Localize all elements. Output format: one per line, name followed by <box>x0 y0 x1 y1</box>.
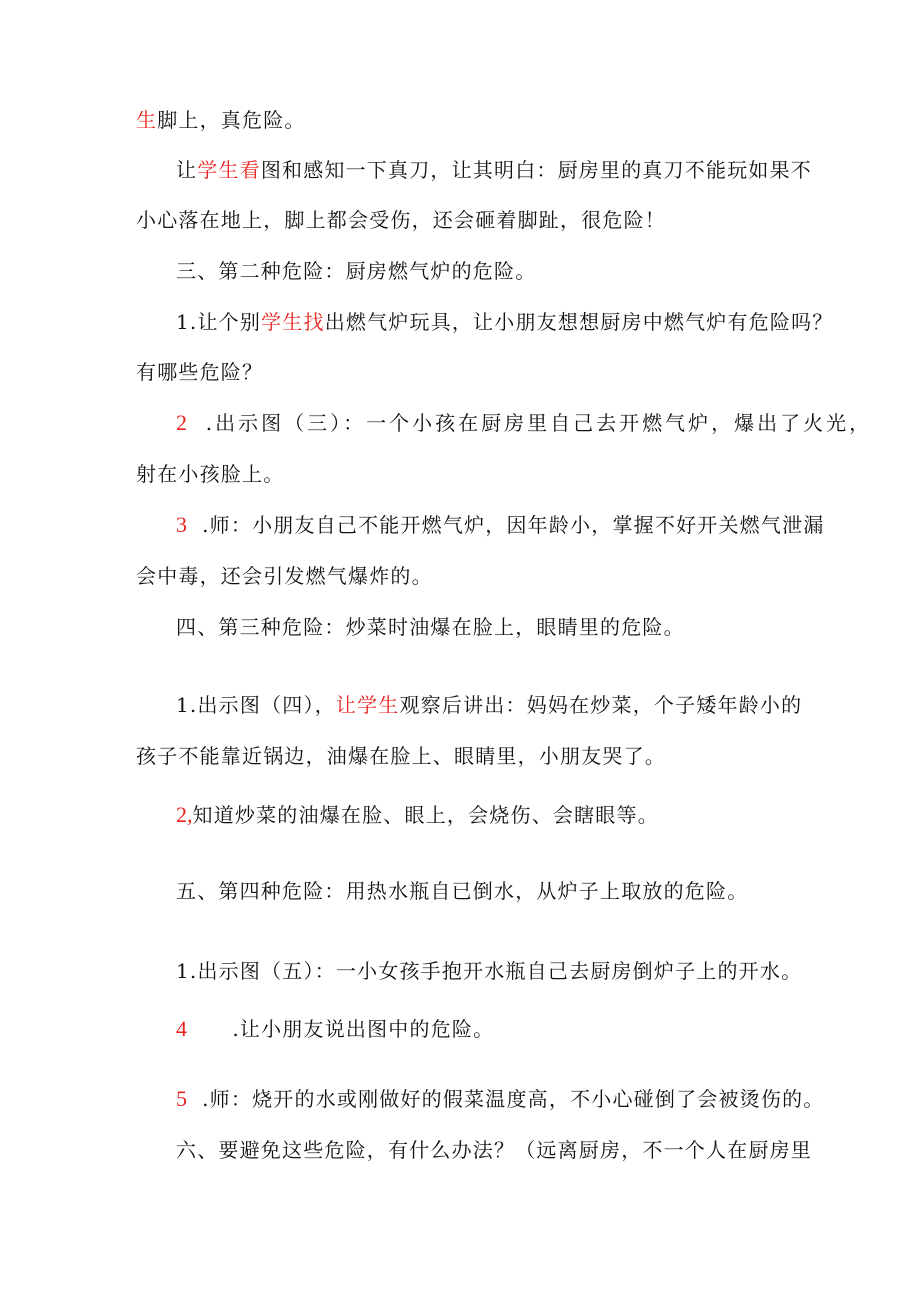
text-line-2 <box>176 158 812 182</box>
text-segment: 小心落在地上，脚上都会受伤，还会砸着脚趾，很危险！ <box>136 208 666 232</box>
highlighted-text: 3 <box>176 512 187 537</box>
text-segment: .让小朋友说出图中的危险。 <box>187 1017 495 1041</box>
text-segment: 1.出示图（五）：一小女孩手抱开水瓶自己去厨房倒炉子上的开水。 <box>176 959 803 983</box>
text-segment: 脚上，真危险。 <box>157 108 306 132</box>
text-segment: .出示图（三）：一个小孩在厨房里自己去开燃气炉，爆出了火光， <box>187 411 873 435</box>
text-segment: 图和感知一下真刀，让其明白：厨房里的真刀不能玩如果不 <box>260 158 813 182</box>
text-segment: 孩子不能靠近锅边，油爆在脸上、眼睛里，小朋友哭了。 <box>136 744 666 768</box>
text-segment: .师：烧开的水或刚做好的假菜温度高，不小心碰倒了会被烫伤的。 <box>187 1087 825 1111</box>
text-line-1 <box>136 108 306 132</box>
text-line-19 <box>176 1138 812 1162</box>
text-segment: 1.出示图（四）， <box>176 693 336 717</box>
text-segment: 五、第四种危险：用热水瓶自已倒水，从炉子上取放的危险。 <box>176 879 749 903</box>
text-line-10 <box>136 564 433 588</box>
text-segment: 三、第二种危险：厨房燃气炉的危险。 <box>176 259 537 283</box>
text-segment: 出燃气炉玩具，让小朋友想想厨房中燃气炉有危险吗？ <box>324 310 834 334</box>
text-segment: 会中毒，还会引发燃气爆炸的。 <box>136 564 433 588</box>
highlighted-text: 2, <box>176 802 193 827</box>
text-line-4 <box>176 259 536 283</box>
text-line-9 <box>176 513 824 537</box>
highlighted-text: 生 <box>136 108 158 132</box>
text-segment: 1.让个别 <box>176 310 262 334</box>
highlighted-text: 5 <box>176 1086 187 1111</box>
highlighted-text: 4 <box>176 1016 187 1041</box>
text-line-15 <box>176 879 748 903</box>
text-line-8 <box>136 462 284 486</box>
text-line-7 <box>176 411 872 435</box>
text-segment: 知道炒菜的油爆在脸、眼上，会烧伤、会瞎眼等。 <box>192 803 659 827</box>
text-line-14 <box>176 803 659 827</box>
highlighted-text: 2 <box>176 410 187 435</box>
text-line-11 <box>176 615 685 639</box>
text-segment: .师：小朋友自己不能开燃气炉，因年龄小，掌握不好开关燃气泄漏 <box>187 513 825 537</box>
text-line-16 <box>176 959 802 983</box>
text-line-3 <box>136 208 666 232</box>
highlighted-text: 学生找 <box>261 310 325 334</box>
text-line-5 <box>176 310 834 334</box>
text-line-18 <box>176 1087 824 1111</box>
text-segment: 六、要避免这些危险，有什么办法？（远离厨房，不一个人在厨房里 <box>176 1138 812 1162</box>
highlighted-text: 学生看 <box>197 158 261 182</box>
text-segment: 四、第三种危险：炒菜时油爆在脸上，眼睛里的危险。 <box>176 615 685 639</box>
text-segment: 有哪些危险？ <box>136 360 264 384</box>
text-segment: 观察后讲出：妈妈在炒菜，个子矮年龄小的 <box>399 693 803 717</box>
text-line-13 <box>136 744 666 768</box>
text-line-17 <box>176 1017 494 1041</box>
text-line-6 <box>136 360 263 384</box>
highlighted-text: 让学生 <box>335 693 400 717</box>
text-segment: 射在小孩脸上。 <box>136 462 285 486</box>
text-segment: 让 <box>176 158 198 182</box>
text-line-12 <box>176 693 802 717</box>
